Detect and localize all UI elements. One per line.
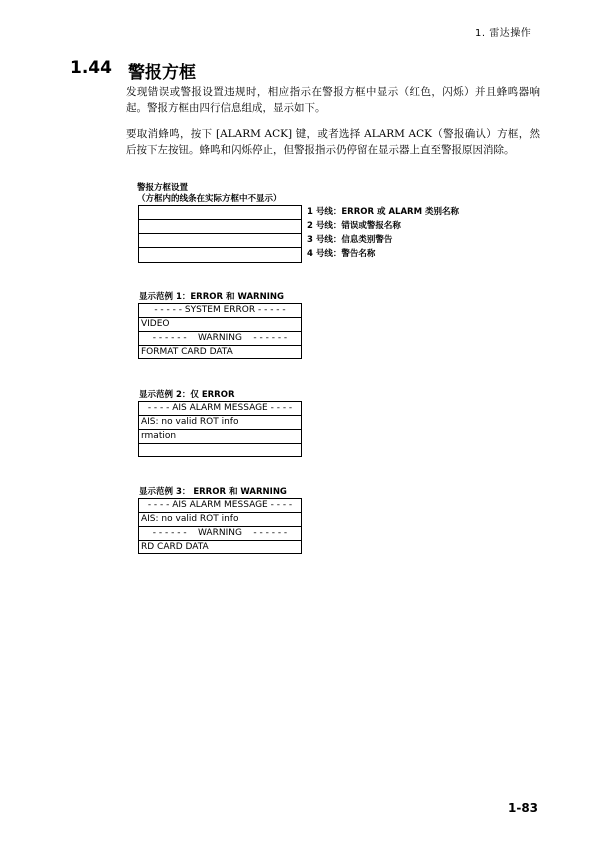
alarm-row: AIS: no valid ROT info: [139, 513, 301, 527]
example-3-label: 显示范例 3： ERROR 和 WARNING: [139, 487, 287, 497]
alarm-box-example-1: [138, 303, 302, 359]
alarm-row: - - - - AIS ALARM MESSAGE - - - -: [139, 499, 301, 513]
alarm-row: RD CARD DATA: [141, 542, 209, 552]
alarm-box-example-3: [138, 498, 302, 554]
alarm-row: rmation: [139, 430, 301, 444]
setup-sublabel: （方框内的线条在实际方框中不显示）: [137, 194, 282, 204]
section-title: 警报方框: [128, 63, 196, 83]
page-number: 1-83: [508, 801, 539, 815]
line-label-2: 2 号线：错误或警报名称: [307, 221, 401, 231]
alarm-row: [139, 444, 301, 458]
alarm-row: - - - - - - WARNING - - - - - -: [139, 332, 301, 346]
alarm-row: FORMAT CARD DATA: [141, 347, 233, 357]
alarm-row: - - - - - SYSTEM ERROR - - - - -: [139, 304, 301, 318]
line-label-1: 1 号线：ERROR 或 ALARM 类别名称: [307, 207, 459, 217]
setup-row: [139, 220, 301, 234]
section-number: 1.44: [70, 58, 112, 78]
setup-row: [139, 248, 301, 262]
paragraph-intro: 发现错误或警报设置违规时，相应指示在警报方框中显示（红色，闪烁）并且蜂鸣器响起。警报方框由四行信息组成，显示如下。: [126, 86, 540, 114]
alarm-box-example-2: [138, 401, 302, 457]
setup-label: 警报方框设置: [137, 183, 189, 193]
chapter-header: 1. 雷达操作: [475, 28, 532, 39]
example-1-label: 显示范例 1：ERROR 和 WARNING: [139, 292, 284, 302]
alarm-row: AIS: no valid ROT info: [139, 416, 301, 430]
setup-row: [139, 206, 301, 220]
setup-row: [139, 234, 301, 248]
line-legend: [307, 205, 459, 261]
alarm-row: - - - - - - WARNING - - - - - -: [139, 527, 301, 541]
alarm-row: VIDEO: [139, 318, 301, 332]
line-label-3: 3 号线：信息类别警告: [307, 235, 393, 245]
alarm-row: - - - - AIS ALARM MESSAGE - - - -: [139, 402, 301, 416]
example-2-label: 显示范例 2：仅 ERROR: [139, 390, 235, 400]
line-label-4: 4 号线：警告名称: [307, 249, 376, 259]
paragraph-ack: 要取消蜂鸣，按下 [ALARM ACK] 键，或者选择 ALARM ACK（警报确认）方框，然后按下左按钮。蜂鸣和闪烁停止，但警报指示仍停留在显示器上直至警报原因消除。: [126, 128, 540, 156]
alarm-box-setup: [138, 205, 302, 263]
